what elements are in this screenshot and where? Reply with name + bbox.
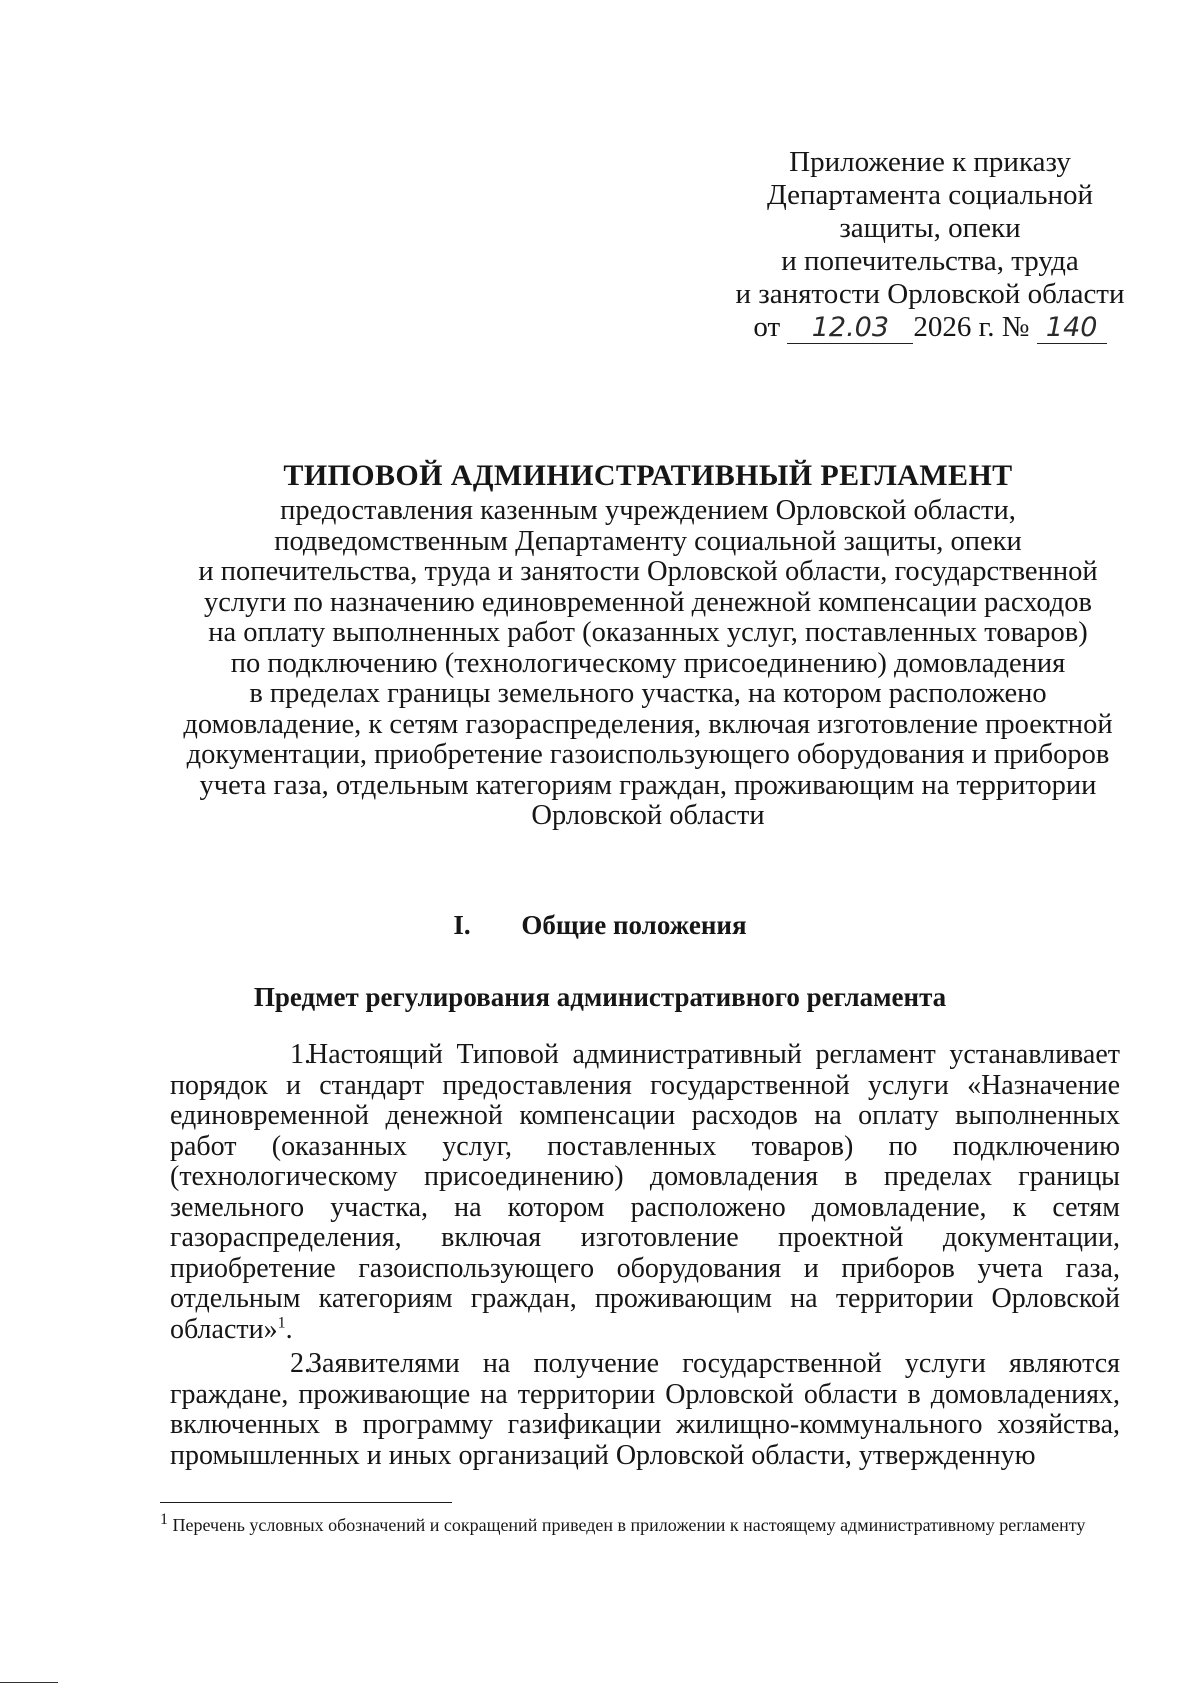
body-text <box>170 1040 1120 1471</box>
appendix-line: и попечительства, труда <box>781 245 1079 277</box>
footnote <box>160 1511 1120 1536</box>
section-heading <box>0 910 1200 941</box>
appendix-line: защиты, опеки <box>839 212 1021 244</box>
subtitle-line: по подключению (технологическому присоединению) домовладения <box>230 647 1066 679</box>
document-subtitle <box>168 496 1128 832</box>
subtitle-line: и попечительства, труда и занятости Орловской области, государственной <box>198 556 1098 587</box>
appendix-header <box>720 146 1140 344</box>
paragraph-number: 1. <box>290 1039 311 1070</box>
handwritten-date <box>787 312 913 344</box>
paragraph-number: 2. <box>290 1348 311 1379</box>
paragraph-end: . <box>285 1313 293 1345</box>
date-prefix: от <box>753 311 781 343</box>
subtitle-line: Орловской области <box>531 800 765 831</box>
handwritten-number-value: 140 <box>1045 312 1098 343</box>
subsection-heading: Предмет регулирования административного регламента <box>253 982 947 1012</box>
subtitle-line: предоставления казенным учреждением Орловской области, <box>280 495 1016 526</box>
footnote-reference: 1 <box>277 1314 286 1332</box>
year-number-label: 2026 г. № <box>913 311 1030 343</box>
subtitle-line: в пределах границы земельного участка, на котором расположено <box>249 678 1047 709</box>
paragraph-text: Настоящий Типовой административный регламент устанавливает порядок и стандарт предоставления государственной услуги «Назначение единовременной денежной компенсации расходов на оплату выполненных работ (оказанных услуг, поставленных товаров) по подключению (технологическому присоединению) домовладения в пределах границы земельного участка, на котором расположено домовладение, к сетям газораспределения, включая изготовление проектной документации, приобретение газоиспользующего оборудования и приборов учета газа, отдельным категориям граждан, проживающим на территории Орловской области» <box>170 1039 1120 1345</box>
footnote-text: Перечень условных обозначений и сокращений приведен в приложении к настоящему административному регламенту <box>172 1515 1086 1535</box>
appendix-line: Приложение к приказу <box>789 146 1071 178</box>
section-title: Общие положения <box>521 910 747 940</box>
paragraph <box>170 1040 1120 1345</box>
subtitle-line: услуги по назначению единовременной денежной компенсации расходов <box>203 586 1092 618</box>
appendix-line: и занятости Орловской области <box>735 278 1125 310</box>
document-title-block <box>168 458 1128 832</box>
subtitle-line: подведомственным Департаменту социальной защиты, опеки <box>274 525 1022 557</box>
scan-margin-line <box>0 1682 58 1683</box>
subtitle-line: домовладение, к сетям газораспределения, включая изготовление проектной <box>183 708 1113 740</box>
subtitle-line: учета газа, отдельным категориям граждан, проживающим на территории <box>199 769 1097 801</box>
subtitle-line: на оплату выполненных работ (оказанных услуг, поставленных товаров) <box>208 617 1088 648</box>
handwritten-date-value: 12.03 <box>811 312 890 343</box>
order-date-line <box>720 311 1140 344</box>
subtitle-line: документации, приобретение газоиспользующего оборудования и приборов <box>186 739 1110 770</box>
section-number: I. <box>453 910 471 940</box>
paragraph-text: Заявителями на получение государственной услуги являются граждане, проживающие на территории Орловской области в домовладениях, включенных в программу газификации жилищно-коммунального хозяйства, промышленных и иных организаций Орловской области, утвержденную <box>170 1348 1120 1471</box>
document-title: ТИПОВОЙ АДМИНИСТРАТИВНЫЙ РЕГЛАМЕНТ <box>283 459 1013 492</box>
appendix-line: Департамента социальной <box>766 179 1094 211</box>
footnote-divider <box>160 1502 452 1503</box>
footnote-marker: 1 <box>160 1511 168 1528</box>
paragraph <box>170 1349 1120 1471</box>
handwritten-number <box>1037 312 1107 344</box>
